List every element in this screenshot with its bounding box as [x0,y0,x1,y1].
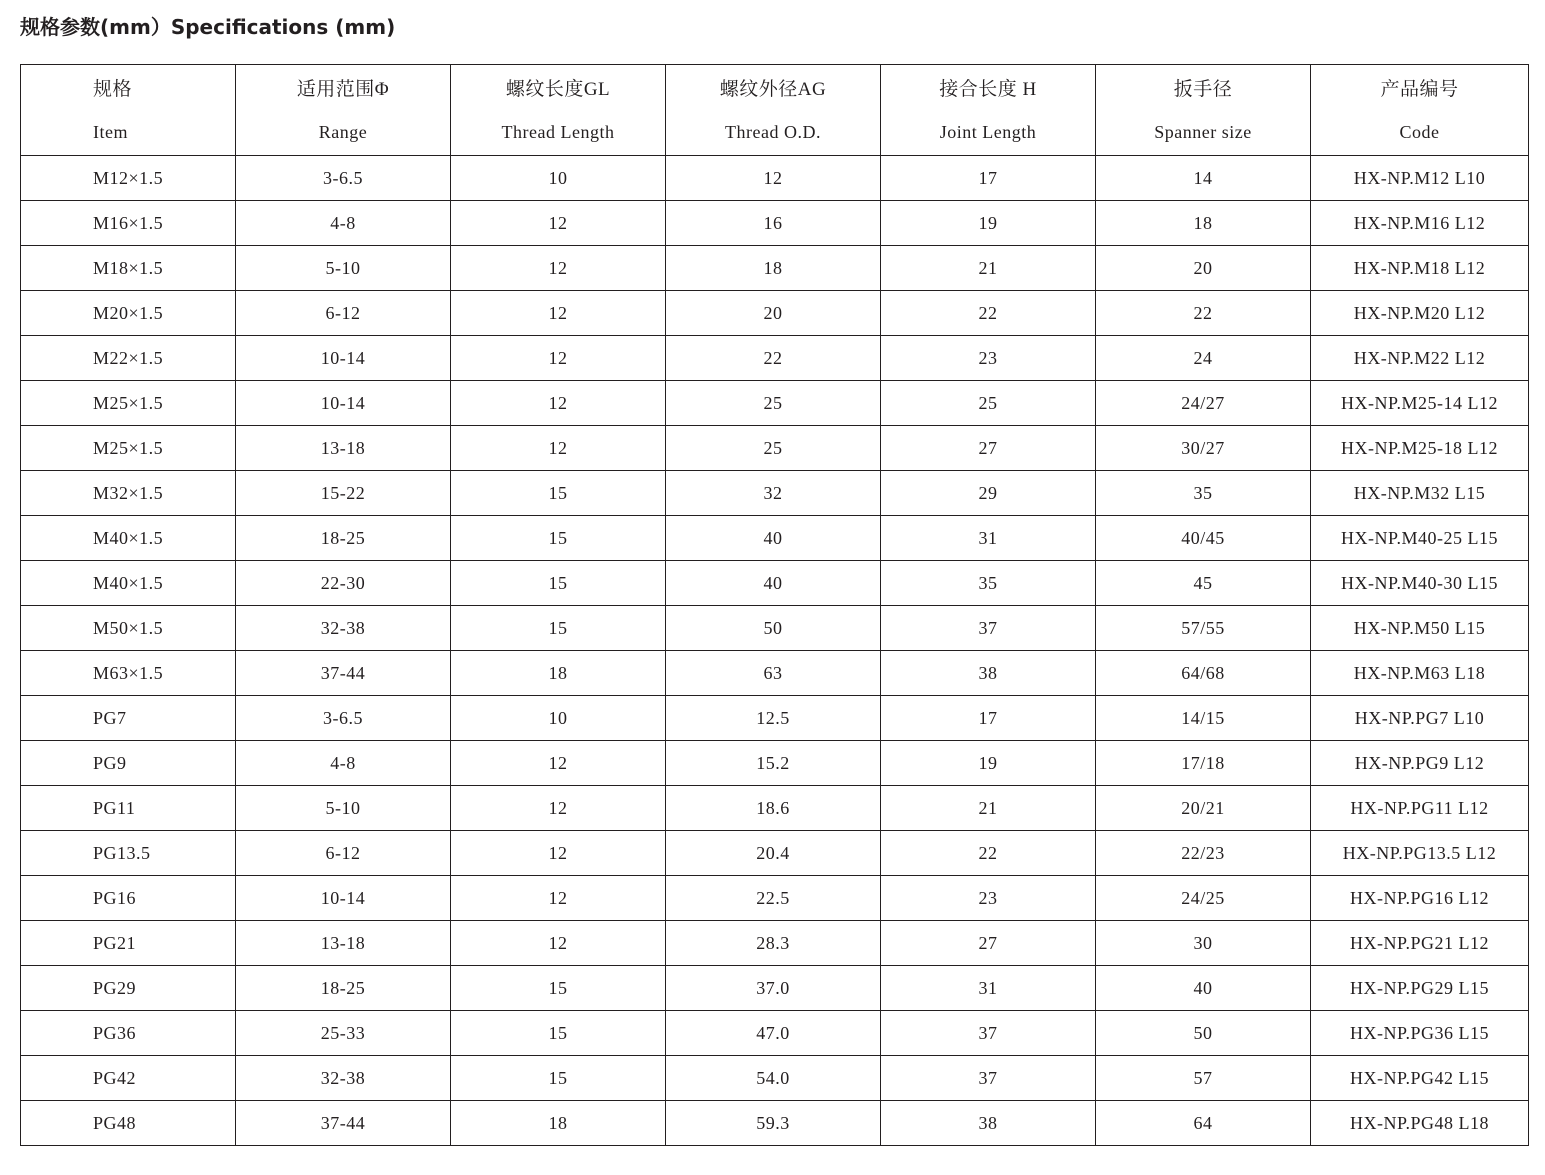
cell-thread-length: 12 [451,786,666,831]
cell-thread-od: 63 [666,651,881,696]
header-range [236,65,451,156]
cell-spanner-size: 57/55 [1096,606,1311,651]
cell-thread-od: 37.0 [666,966,881,1011]
table-row [21,381,1529,426]
cell-spanner-size: 64/68 [1096,651,1311,696]
cell-spanner-size: 24/25 [1096,876,1311,921]
header-code [1311,65,1529,156]
cell-code: HX-NP.M40-30 L15 [1311,561,1529,606]
cell-thread-od: 47.0 [666,1011,881,1056]
cell-thread-length: 12 [451,741,666,786]
table-row [21,516,1529,561]
cell-code: HX-NP.M32 L15 [1311,471,1529,516]
table-row [21,1101,1529,1146]
cell-spanner-size: 45 [1096,561,1311,606]
cell-thread-length: 15 [451,516,666,561]
cell-thread-length: 12 [451,921,666,966]
header-label-en: Joint Length [939,122,1037,142]
header-label-cn: 扳手径 [1173,79,1233,100]
cell-item: PG7 [21,696,236,741]
cell-thread-od: 40 [666,516,881,561]
cell-range: 3-6.5 [236,696,451,741]
table-row [21,471,1529,516]
cell-range: 15-22 [236,471,451,516]
cell-joint-length: 31 [881,966,1096,1011]
cell-joint-length: 23 [881,336,1096,381]
cell-range: 18-25 [236,516,451,561]
cell-code: HX-NP.PG11 L12 [1311,786,1529,831]
table-header-row [21,65,1529,156]
cell-spanner-size: 22 [1096,291,1311,336]
cell-range: 18-25 [236,966,451,1011]
table-row [21,156,1529,201]
cell-spanner-size: 35 [1096,471,1311,516]
cell-spanner-size: 30 [1096,921,1311,966]
cell-thread-length: 12 [451,291,666,336]
cell-spanner-size: 50 [1096,1011,1311,1056]
cell-item: M16×1.5 [21,201,236,246]
cell-code: HX-NP.PG48 L18 [1311,1101,1529,1146]
cell-range: 6-12 [236,831,451,876]
cell-item: M12×1.5 [21,156,236,201]
cell-range: 10-14 [236,876,451,921]
cell-thread-length: 18 [451,651,666,696]
cell-code: HX-NP.M25-18 L12 [1311,426,1529,471]
cell-thread-od: 25 [666,381,881,426]
cell-joint-length: 19 [881,741,1096,786]
cell-joint-length: 38 [881,651,1096,696]
cell-spanner-size: 14 [1096,156,1311,201]
cell-spanner-size: 20/21 [1096,786,1311,831]
cell-item: PG9 [21,741,236,786]
header-label-cn: 螺纹长度GL [505,79,611,100]
cell-range: 22-30 [236,561,451,606]
header-label-en: Thread Length [501,122,615,142]
cell-code: HX-NP.M16 L12 [1311,201,1529,246]
cell-range: 13-18 [236,921,451,966]
cell-thread-length: 18 [451,1101,666,1146]
cell-item: PG29 [21,966,236,1011]
cell-joint-length: 25 [881,381,1096,426]
header-label-cn: 接合长度 H [939,79,1037,100]
cell-range: 4-8 [236,201,451,246]
cell-item: PG48 [21,1101,236,1146]
cell-thread-od: 40 [666,561,881,606]
cell-range: 37-44 [236,1101,451,1146]
cell-joint-length: 37 [881,1011,1096,1056]
cell-thread-length: 12 [451,336,666,381]
cell-code: HX-NP.PG16 L12 [1311,876,1529,921]
cell-joint-length: 35 [881,561,1096,606]
cell-item: M40×1.5 [21,561,236,606]
cell-item: M18×1.5 [21,246,236,291]
cell-thread-length: 12 [451,246,666,291]
table-row [21,786,1529,831]
cell-code: HX-NP.PG29 L15 [1311,966,1529,1011]
cell-thread-od: 18 [666,246,881,291]
table-row [21,201,1529,246]
header-item [21,65,236,156]
cell-item: PG16 [21,876,236,921]
cell-thread-od: 15.2 [666,741,881,786]
cell-joint-length: 38 [881,1101,1096,1146]
cell-spanner-size: 18 [1096,201,1311,246]
header-joint-length [881,65,1096,156]
table-row [21,426,1529,471]
table-row [21,696,1529,741]
table-row [21,606,1529,651]
cell-range: 25-33 [236,1011,451,1056]
cell-thread-od: 59.3 [666,1101,881,1146]
cell-range: 5-10 [236,786,451,831]
cell-range: 37-44 [236,651,451,696]
cell-spanner-size: 64 [1096,1101,1311,1146]
cell-thread-length: 10 [451,156,666,201]
cell-code: HX-NP.M12 L10 [1311,156,1529,201]
cell-code: HX-NP.PG13.5 L12 [1311,831,1529,876]
cell-joint-length: 22 [881,291,1096,336]
cell-joint-length: 31 [881,516,1096,561]
header-label-en: Range [318,122,368,142]
cell-thread-length: 10 [451,696,666,741]
cell-thread-length: 12 [451,831,666,876]
cell-joint-length: 22 [881,831,1096,876]
cell-thread-length: 12 [451,201,666,246]
cell-joint-length: 19 [881,201,1096,246]
cell-thread-length: 15 [451,561,666,606]
cell-thread-length: 15 [451,1011,666,1056]
table-row [21,651,1529,696]
table-row [21,966,1529,1011]
table-row [21,921,1529,966]
cell-thread-od: 20.4 [666,831,881,876]
cell-joint-length: 17 [881,156,1096,201]
cell-range: 6-12 [236,291,451,336]
cell-thread-od: 54.0 [666,1056,881,1101]
header-label-cn: 适用范围Φ [296,79,390,100]
cell-code: HX-NP.M50 L15 [1311,606,1529,651]
header-label-en: Item [93,122,128,142]
cell-spanner-size: 40 [1096,966,1311,1011]
cell-code: HX-NP.M63 L18 [1311,651,1529,696]
cell-range: 5-10 [236,246,451,291]
table-row [21,246,1529,291]
header-thread-length [451,65,666,156]
table-row [21,831,1529,876]
table-row [21,336,1529,381]
cell-joint-length: 21 [881,246,1096,291]
cell-thread-od: 12 [666,156,881,201]
cell-joint-length: 27 [881,426,1096,471]
cell-spanner-size: 24/27 [1096,381,1311,426]
cell-joint-length: 37 [881,606,1096,651]
cell-code: HX-NP.PG36 L15 [1311,1011,1529,1056]
cell-item: M25×1.5 [21,426,236,471]
cell-range: 4-8 [236,741,451,786]
cell-thread-length: 12 [451,876,666,921]
cell-item: PG11 [21,786,236,831]
cell-range: 10-14 [236,336,451,381]
cell-joint-length: 17 [881,696,1096,741]
page-title: 规格参数(mm）Specifications (mm) [20,15,396,39]
cell-thread-od: 32 [666,471,881,516]
cell-spanner-size: 30/27 [1096,426,1311,471]
cell-item: PG13.5 [21,831,236,876]
table-row [21,876,1529,921]
table-row [21,561,1529,606]
cell-item: M50×1.5 [21,606,236,651]
header-label-cn: 规格 [93,79,133,100]
header-spanner-size [1096,65,1311,156]
cell-joint-length: 29 [881,471,1096,516]
cell-thread-length: 15 [451,1056,666,1101]
cell-spanner-size: 17/18 [1096,741,1311,786]
table-row [21,291,1529,336]
cell-code: HX-NP.PG9 L12 [1311,741,1529,786]
cell-thread-od: 25 [666,426,881,471]
cell-spanner-size: 40/45 [1096,516,1311,561]
cell-thread-od: 22 [666,336,881,381]
specifications-table [20,64,1529,1146]
cell-thread-od: 22.5 [666,876,881,921]
table-row [21,1056,1529,1101]
cell-item: M22×1.5 [21,336,236,381]
cell-joint-length: 21 [881,786,1096,831]
cell-item: M40×1.5 [21,516,236,561]
cell-code: HX-NP.M20 L12 [1311,291,1529,336]
cell-spanner-size: 57 [1096,1056,1311,1101]
cell-item: M20×1.5 [21,291,236,336]
cell-item: M32×1.5 [21,471,236,516]
cell-item: M63×1.5 [21,651,236,696]
header-label-en: Code [1399,122,1440,142]
cell-item: PG21 [21,921,236,966]
cell-joint-length: 37 [881,1056,1096,1101]
cell-item: PG36 [21,1011,236,1056]
cell-thread-od: 12.5 [666,696,881,741]
cell-range: 3-6.5 [236,156,451,201]
cell-code: HX-NP.M22 L12 [1311,336,1529,381]
table-row [21,741,1529,786]
cell-code: HX-NP.M25-14 L12 [1311,381,1529,426]
header-label-cn: 螺纹外径AG [719,79,827,100]
cell-thread-od: 28.3 [666,921,881,966]
cell-thread-length: 15 [451,471,666,516]
cell-range: 32-38 [236,606,451,651]
cell-item: M25×1.5 [21,381,236,426]
cell-range: 13-18 [236,426,451,471]
cell-thread-length: 15 [451,966,666,1011]
cell-item: PG42 [21,1056,236,1101]
cell-joint-length: 27 [881,921,1096,966]
header-label-en: Thread O.D. [725,122,821,142]
cell-spanner-size: 20 [1096,246,1311,291]
cell-spanner-size: 22/23 [1096,831,1311,876]
cell-code: HX-NP.PG42 L15 [1311,1056,1529,1101]
cell-thread-od: 18.6 [666,786,881,831]
cell-thread-od: 50 [666,606,881,651]
table-row [21,1011,1529,1056]
cell-thread-length: 15 [451,606,666,651]
cell-range: 32-38 [236,1056,451,1101]
cell-thread-od: 20 [666,291,881,336]
cell-code: HX-NP.PG21 L12 [1311,921,1529,966]
header-thread-od [666,65,881,156]
cell-range: 10-14 [236,381,451,426]
header-label-cn: 产品编号 [1380,79,1459,100]
cell-code: HX-NP.M18 L12 [1311,246,1529,291]
cell-spanner-size: 24 [1096,336,1311,381]
cell-spanner-size: 14/15 [1096,696,1311,741]
cell-thread-length: 12 [451,426,666,471]
header-label-en: Spanner size [1154,122,1252,142]
cell-thread-length: 12 [451,381,666,426]
cell-thread-od: 16 [666,201,881,246]
cell-code: HX-NP.M40-25 L15 [1311,516,1529,561]
cell-code: HX-NP.PG7 L10 [1311,696,1529,741]
cell-joint-length: 23 [881,876,1096,921]
